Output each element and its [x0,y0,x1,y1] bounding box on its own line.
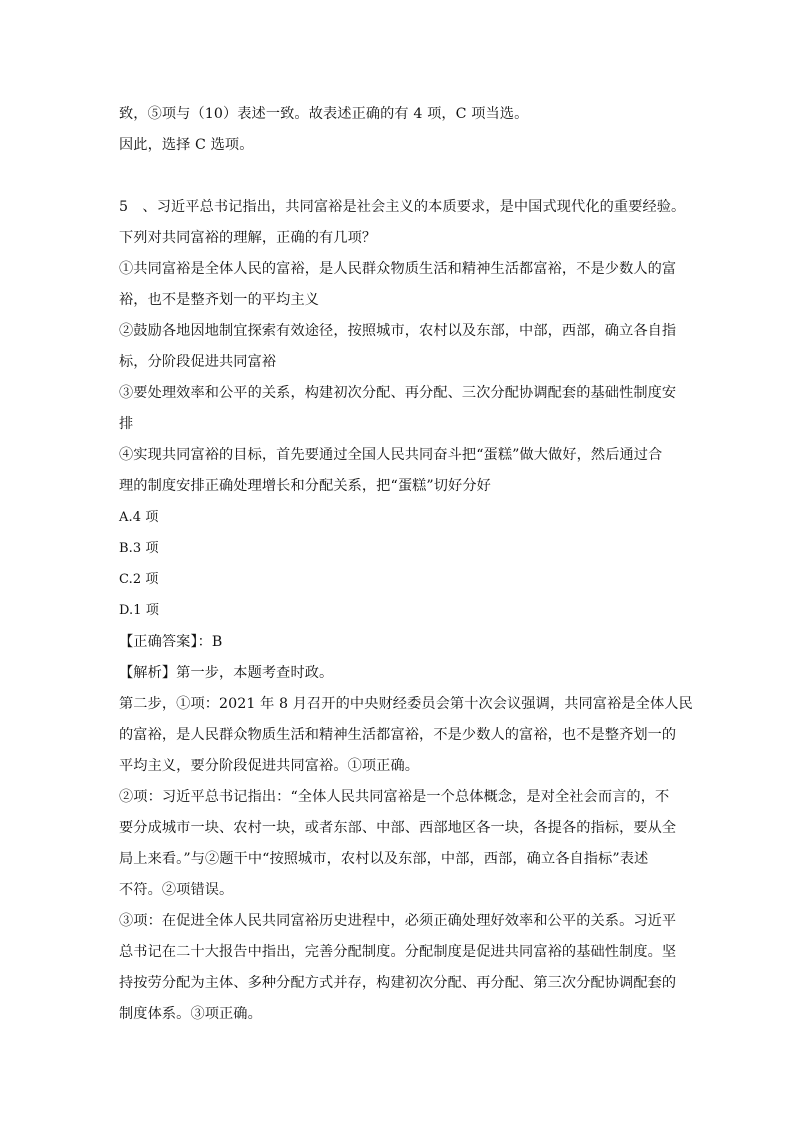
analysis-item3-line-4: 制度体系。③项正确。 [119,1006,262,1022]
option-a: A.4 项 [119,510,159,525]
question-stem-line-2: 下列对共同富裕的理解，正确的有几项？ [119,230,377,246]
analysis-item2-line-2: 要分成城市一块、农村一块，或者东部、中部、西部地区各一块，各提各的指标，要从全 [119,820,677,836]
question-item-4-line-2: 理的制度安排正确处理增长和分配关系，把“蛋糕”切好分好 [119,478,491,494]
question-item-2-line-1: ②鼓励各地因地制宜探索有效途径，按照城市，农村以及东部，中部，西部，确立各自指 [119,323,677,339]
correct-answer: 【正确答案】：B [119,634,223,650]
option-b: B.3 项 [119,541,159,556]
analysis-item2-line-3: 局上来看。”与②题干中“按照城市，农村以及东部，中部，西部，确立各自指标”表述 [119,851,649,867]
analysis-line-1: 【解析】第一步，本题考查时政。 [119,665,334,681]
question-item-1-line-1: ①共同富裕是全体人民的富裕，是人民群众物质生活和精神生活都富裕，不是少数人的富 [119,261,677,277]
option-d: D.1 项 [119,603,159,618]
analysis-item3-line-2: 总书记在二十大报告中指出，完善分配制度。分配制度是促进共同富裕的基础性制度。坚 [119,944,677,960]
question-item-3-line-1: ③要处理效率和公平的关系，构建初次分配、再分配、三次分配协调配套的基础性制度安 [119,385,677,401]
option-c: C.2 项 [119,572,159,587]
analysis-step2-line-2: 的富裕，是人民群众物质生活和精神生活都富裕，不是少数人的富裕，也不是整齐划一的 [119,727,677,743]
analysis-item2-line-1: ②项：习近平总书记指出：“全体人民共同富裕是一个总体概念，是对全社会而言的，不 [119,789,670,805]
analysis-step2-line-3: 平均主义，要分阶段促进共同富裕。①项正确。 [119,758,420,774]
analysis-item3-line-3: 持按劳分配为主体、多种分配方式并存，构建初次分配、再分配、第三次分配协调配套的 [119,975,677,991]
question-stem-line-1: 5 、习近平总书记指出，共同富裕是社会主义的本质要求，是中国式现代化的重要经验。 [119,199,686,215]
prev-explanation-line-1: 致，⑤项与（10）表述一致。故表述正确的有 4 项，C 项当选。 [119,106,529,122]
question-item-2-line-2: 标，分阶段促进共同富裕 [119,354,277,370]
prev-explanation-line-2: 因此，选择 C 选项。 [119,137,254,153]
analysis-step2-line-1: 第二步，①项：2021 年 8 月召开的中央财经委员会第十次会议强调，共同富裕是全体人民 [119,696,693,712]
question-item-1-line-2: 裕，也不是整齐划一的平均主义 [119,292,320,308]
analysis-item2-line-4: 不符。②项错误。 [119,882,234,898]
question-item-3-line-2: 排 [119,416,134,432]
question-item-4-line-1: ④实现共同富裕的目标，首先要通过全国人民共同奋斗把“蛋糕”做大做好，然后通过合 [119,447,663,463]
analysis-item3-line-1: ③项：在促进全体人民共同富裕历史进程中，必须正确处理好效率和公平的关系。习近平 [119,913,677,929]
